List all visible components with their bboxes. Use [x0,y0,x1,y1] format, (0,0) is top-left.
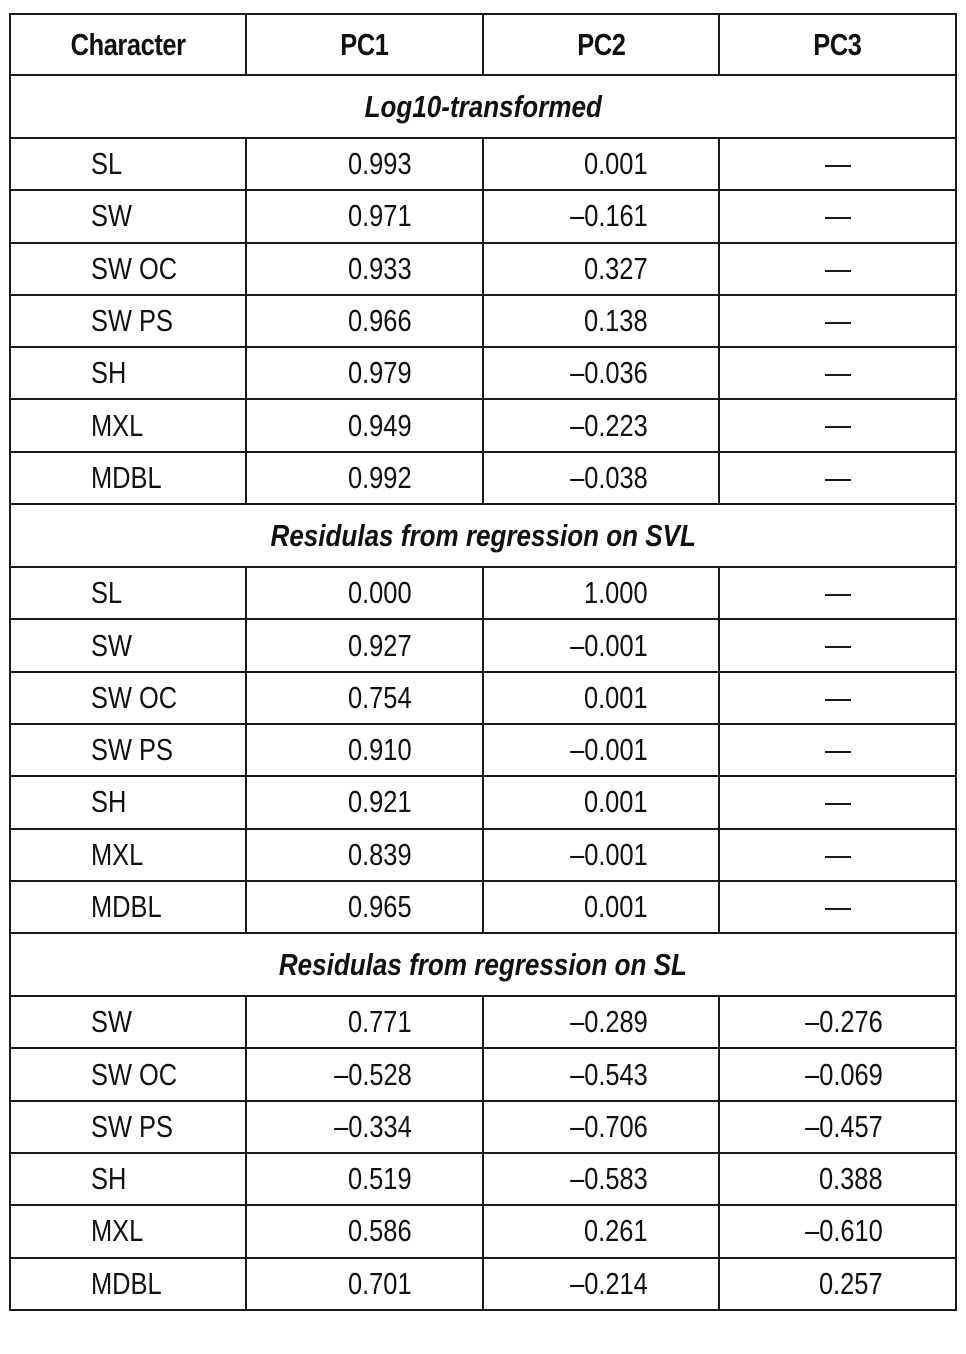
character-cell [10,881,246,933]
character-label: SW [91,627,132,663]
table-row [10,829,956,881]
pc1-value: 0.965 [348,889,412,924]
pc3-cell [719,996,956,1048]
empty-dash [825,699,851,701]
pc3-cell [719,619,956,671]
pc1-cell [246,295,483,347]
section-title-cell [10,933,956,996]
table-row [10,1153,956,1205]
character-cell [10,243,246,295]
pc2-value: –0.223 [570,407,648,443]
pc3-cell [719,1205,956,1257]
pc1-value: 0.933 [348,250,412,286]
pc2-cell [483,1153,719,1205]
table-header [10,14,956,75]
character-label: SW OC [91,1056,178,1092]
character-cell [10,1258,246,1310]
character-label: SW [91,198,132,234]
pc1-value: 0.586 [348,1213,412,1249]
table-row [10,190,956,242]
pc3-cell [719,399,956,451]
pc3-cell [719,1048,956,1100]
character-label: SW OC [91,250,178,286]
pc2-value: 0.261 [584,1213,648,1249]
empty-dash [825,594,851,596]
pc2-cell [483,1048,719,1100]
table-row [10,1205,956,1257]
character-label: SW PS [91,303,173,339]
section-title: Residulas from regression on SVL [270,517,696,553]
character-cell [10,567,246,619]
character-cell [10,295,246,347]
pc1-cell [246,567,483,619]
pc1-value: 0.949 [348,407,412,443]
table-row [10,452,956,504]
pc1-value: 0.839 [348,836,412,872]
pc1-cell [246,829,483,881]
pc2-cell [483,243,719,295]
pc2-value: 1.000 [584,575,648,611]
pc2-value: –0.289 [570,1004,648,1040]
character-label: MDBL [91,889,162,924]
pc3-cell [719,138,956,190]
header-pc1 [246,14,483,75]
pc1-value: –0.334 [334,1108,412,1144]
table-row [10,1048,956,1100]
pc2-value: –0.001 [570,732,648,768]
pc3-value: –0.276 [805,1004,883,1040]
header-pc1-label: PC1 [340,26,389,62]
pc1-cell [246,1205,483,1257]
pc1-cell [246,1153,483,1205]
pc1-cell [246,881,483,933]
pc3-value: –0.610 [805,1213,883,1249]
pc2-value: –0.583 [570,1161,648,1197]
pc2-value: 0.001 [584,679,648,715]
pca-loadings-table [9,13,957,1311]
table-body [10,75,956,1310]
pc1-value: –0.528 [334,1056,412,1092]
pc3-cell [719,452,956,504]
pc1-cell [246,399,483,451]
pc1-value: 0.992 [348,459,412,495]
table-row [10,724,956,776]
section-title: Residulas from regression on SL [278,946,688,982]
character-cell [10,452,246,504]
table-row [10,399,956,451]
character-cell [10,1205,246,1257]
pc2-value: 0.001 [584,889,648,924]
empty-dash [825,646,851,648]
pc2-value: –0.036 [570,355,648,391]
pc2-cell [483,452,719,504]
table-row [10,1258,956,1310]
empty-dash [825,322,851,324]
pc1-value: 0.921 [348,784,412,820]
character-label: MDBL [91,459,162,495]
section-row [10,504,956,567]
table-row [10,295,956,347]
table-row [10,776,956,828]
pc3-cell [719,881,956,933]
table-row [10,243,956,295]
empty-dash [825,751,851,753]
pc2-value: 0.138 [584,303,648,339]
pc1-cell [246,619,483,671]
pc3-cell [719,1101,956,1153]
pc2-value: –0.038 [570,459,648,495]
header-pc2 [483,14,719,75]
pc3-cell [719,724,956,776]
character-label: SW PS [91,1108,173,1144]
pc1-cell [246,776,483,828]
character-cell [10,672,246,724]
character-cell [10,1101,246,1153]
character-label: MXL [91,407,144,443]
pc2-value: –0.001 [570,836,648,872]
character-label: SL [91,575,123,611]
empty-dash [825,803,851,805]
table-row [10,672,956,724]
pc2-value: 0.327 [584,250,648,286]
pc3-value: –0.457 [805,1108,883,1144]
pc1-value: 0.927 [348,627,412,663]
pc1-value: 0.519 [348,1161,412,1197]
pc1-cell [246,672,483,724]
pc2-value: –0.001 [570,627,648,663]
pc1-cell [246,452,483,504]
pc1-value: 0.771 [348,1004,412,1040]
pc1-cell [246,190,483,242]
pc1-cell [246,243,483,295]
pc1-value: 0.701 [348,1265,412,1301]
pc1-cell [246,1101,483,1153]
pc1-cell [246,1258,483,1310]
pc2-cell [483,138,719,190]
character-label: MXL [91,836,144,872]
table-row [10,567,956,619]
pc2-cell [483,347,719,399]
pc2-value: –0.706 [570,1108,648,1144]
section-row [10,933,956,996]
pc2-cell [483,619,719,671]
empty-dash [825,479,851,481]
table-row [10,1101,956,1153]
character-cell [10,1048,246,1100]
character-cell [10,996,246,1048]
pc3-cell [719,190,956,242]
character-cell [10,619,246,671]
pc2-cell [483,295,719,347]
pc1-value: 0.979 [348,355,412,391]
pc1-cell [246,996,483,1048]
character-cell [10,1153,246,1205]
character-label: SH [91,355,127,391]
empty-dash [825,374,851,376]
pc2-cell [483,996,719,1048]
pc2-cell [483,672,719,724]
pc1-value: 0.910 [348,732,412,768]
character-label: MDBL [91,1265,162,1301]
pc2-cell [483,1101,719,1153]
header-pc3 [719,14,956,75]
table-row [10,996,956,1048]
character-cell [10,829,246,881]
pc2-value: –0.214 [570,1265,648,1301]
pc3-cell [719,295,956,347]
header-pc2-label: PC2 [576,26,626,62]
pc1-cell [246,347,483,399]
empty-dash [825,426,851,428]
character-label: SW [91,1004,132,1040]
pc3-cell [719,829,956,881]
pc2-cell [483,1205,719,1257]
pc1-value: 0.966 [348,303,412,339]
empty-dash [825,217,851,219]
pc3-value: –0.069 [805,1056,883,1092]
character-cell [10,724,246,776]
character-cell [10,190,246,242]
pc3-cell [719,1153,956,1205]
character-cell [10,776,246,828]
pca-loadings-table-container [9,13,955,1311]
pc2-value: –0.543 [570,1056,648,1092]
empty-dash [825,908,851,910]
empty-dash [825,270,851,272]
pc1-cell [246,1048,483,1100]
character-label: SL [91,146,123,182]
pc3-cell [719,776,956,828]
header-row [10,14,956,75]
character-label: SW OC [91,679,178,715]
pc2-cell [483,724,719,776]
pc2-cell [483,567,719,619]
pc1-value: 0.000 [348,575,412,611]
pc2-cell [483,881,719,933]
section-title-cell [10,504,956,567]
section-title-cell [10,75,956,138]
pc3-cell [719,567,956,619]
header-pc3-label: PC3 [813,26,862,62]
character-cell [10,399,246,451]
table-row [10,138,956,190]
pc3-cell [719,1258,956,1310]
table-row [10,347,956,399]
character-label: SW PS [91,732,173,768]
pc1-value: 0.971 [348,198,412,234]
pc1-cell [246,724,483,776]
pc3-value: 0.257 [819,1265,883,1301]
pc2-value: –0.161 [570,198,648,234]
pc2-cell [483,399,719,451]
pc2-cell [483,1258,719,1310]
table-row [10,619,956,671]
header-character-label: Character [70,26,186,62]
pc1-value: 0.754 [348,679,412,715]
character-label: MXL [91,1213,144,1249]
table-row [10,881,956,933]
pc3-cell [719,243,956,295]
pc2-cell [483,190,719,242]
character-label: SH [91,784,127,820]
pc2-value: 0.001 [584,146,648,182]
section-row [10,75,956,138]
pc3-cell [719,672,956,724]
character-cell [10,138,246,190]
empty-dash [825,856,851,858]
pc2-value: 0.001 [584,784,648,820]
pc2-cell [483,829,719,881]
pc1-value: 0.993 [348,146,412,182]
character-label: SH [91,1161,127,1197]
character-cell [10,347,246,399]
pc1-cell [246,138,483,190]
pc3-value: 0.388 [819,1161,883,1197]
pc2-cell [483,776,719,828]
section-title: Log10-transformed [364,88,602,124]
empty-dash [825,165,851,167]
pc3-cell [719,347,956,399]
header-character [10,14,246,75]
